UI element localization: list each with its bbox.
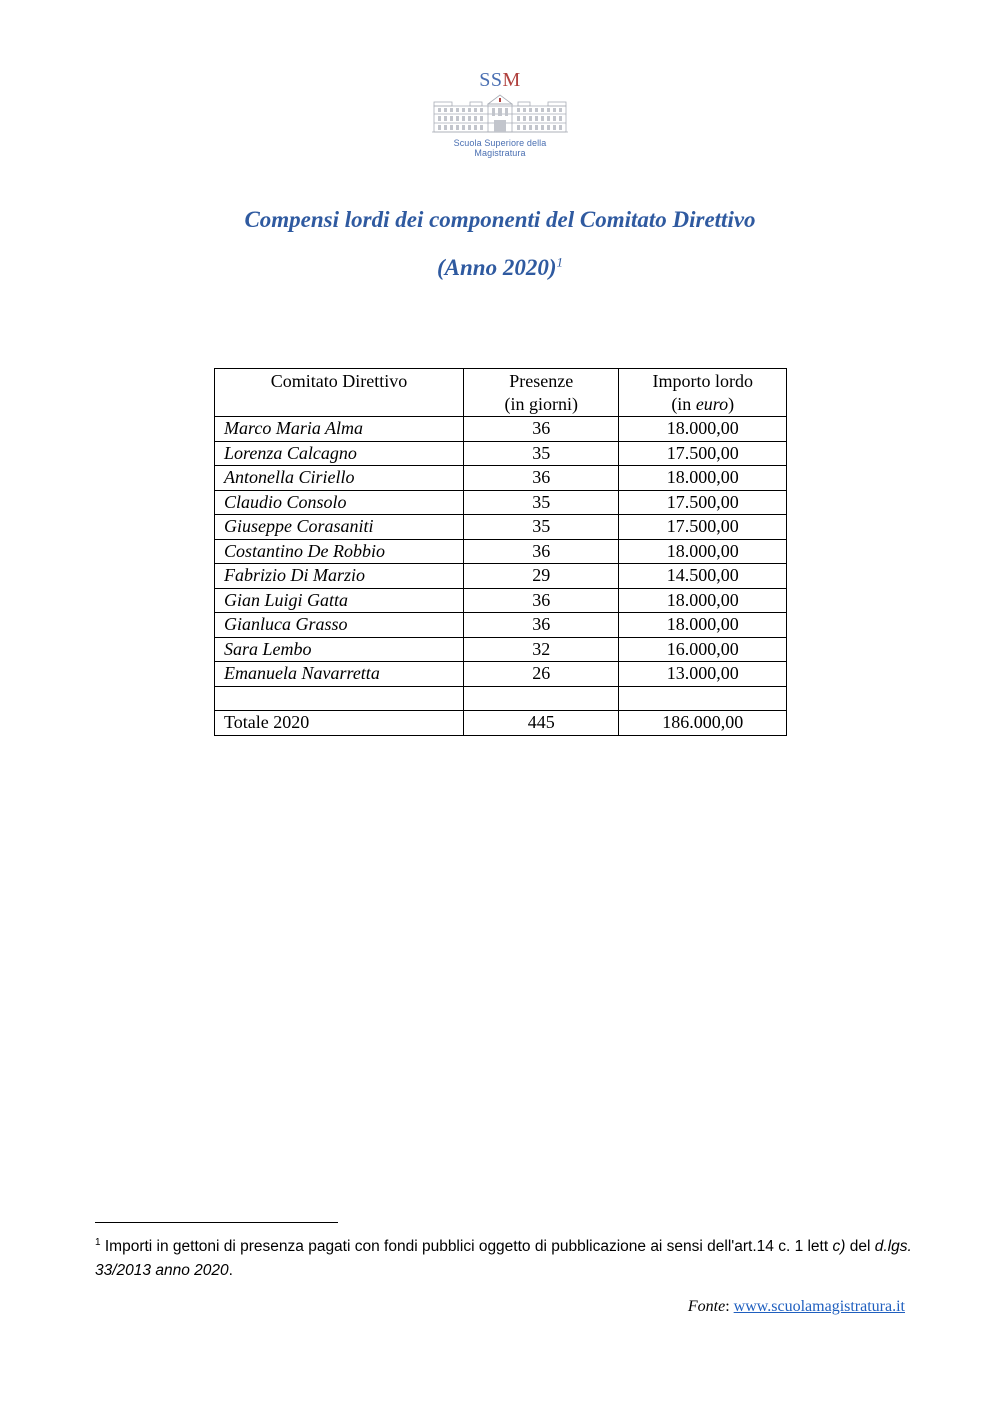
year-label: (Anno 2020) [437, 255, 557, 280]
compensation-table [214, 368, 787, 736]
footnote-lett-c: c) [832, 1238, 846, 1255]
page-title: Compensi lordi dei componenti del Comitato Direttivo [244, 207, 756, 232]
logo-letters-ss: SS [479, 69, 503, 91]
member-importo: 18.000,00 [619, 466, 787, 491]
header-importo-line1: Importo lordo [652, 371, 753, 391]
table-row [215, 466, 787, 491]
header-importo [619, 369, 787, 417]
member-presenze: 36 [463, 417, 619, 442]
member-importo: 16.000,00 [619, 637, 787, 662]
table-row [215, 637, 787, 662]
member-name: Gian Luigi Gatta [215, 588, 464, 613]
source-line [688, 1298, 905, 1316]
member-importo: 18.000,00 [619, 417, 787, 442]
header-presenze-line1: Presenze [509, 371, 574, 391]
member-presenze: 32 [463, 637, 619, 662]
member-importo: 17.500,00 [619, 490, 787, 515]
footnote-number: 1 [95, 1236, 101, 1248]
table-header-row [215, 369, 787, 417]
member-importo: 18.000,00 [619, 539, 787, 564]
member-presenze: 36 [463, 588, 619, 613]
member-importo: 17.500,00 [619, 515, 787, 540]
header-importo-pre: (in [671, 394, 696, 414]
table-row-empty [215, 686, 787, 711]
table-row [215, 515, 787, 540]
member-importo: 18.000,00 [619, 613, 787, 638]
logo-letter-m: M [502, 69, 521, 91]
member-presenze: 36 [463, 466, 619, 491]
table-row [215, 539, 787, 564]
ssm-logo [430, 69, 570, 158]
footnote-dlgs: d.lgs. 33/2013 anno 2020 [95, 1238, 912, 1279]
member-name: Marco Maria Alma [215, 417, 464, 442]
footnote-del: del [845, 1238, 875, 1255]
header-importo-post: ) [728, 394, 735, 414]
member-presenze: 26 [463, 662, 619, 687]
member-presenze: 35 [463, 490, 619, 515]
member-name: Lorenza Calcagno [215, 441, 464, 466]
table-total-row [215, 711, 787, 736]
empty-cell [215, 686, 464, 711]
member-presenze: 36 [463, 539, 619, 564]
table-row [215, 588, 787, 613]
member-name: Claudio Consolo [215, 490, 464, 515]
table-row [215, 662, 787, 687]
empty-cell [619, 686, 787, 711]
member-importo: 18.000,00 [619, 588, 787, 613]
table-row [215, 564, 787, 589]
member-name: Sara Lembo [215, 637, 464, 662]
member-name: Emanuela Navarretta [215, 662, 464, 687]
table-row [215, 417, 787, 442]
member-importo: 17.500,00 [619, 441, 787, 466]
header-comitato: Comitato Direttivo [215, 369, 464, 417]
table-row [215, 613, 787, 638]
header-presenze [463, 369, 619, 417]
member-presenze: 35 [463, 441, 619, 466]
total-importo: 186.000,00 [619, 711, 787, 736]
member-name: Fabrizio Di Marzio [215, 564, 464, 589]
member-name: Giuseppe Corasaniti [215, 515, 464, 540]
member-importo: 13.000,00 [619, 662, 787, 687]
footnote-ref[interactable]: 1 [556, 254, 563, 270]
member-presenze: 36 [463, 613, 619, 638]
member-importo: 14.500,00 [619, 564, 787, 589]
header-importo-euro: euro [695, 394, 729, 414]
member-name: Costantino De Robbio [215, 539, 464, 564]
building-icon [432, 92, 568, 136]
member-presenze: 29 [463, 564, 619, 589]
footnote-separator [95, 1222, 338, 1223]
page-subtitle-year [0, 255, 1000, 281]
total-presenze: 445 [463, 711, 619, 736]
logo-wordmark [430, 70, 570, 90]
empty-cell [463, 686, 619, 711]
member-name: Gianluca Grasso [215, 613, 464, 638]
footnote [95, 1235, 915, 1283]
member-presenze: 35 [463, 515, 619, 540]
source-separator: : [725, 1298, 734, 1315]
source-label: Fonte [687, 1298, 726, 1315]
footnote-end: . [228, 1262, 233, 1279]
source-link[interactable]: www.scuolamagistratura.it [733, 1298, 905, 1315]
member-name: Antonella Ciriello [215, 466, 464, 491]
table-row [215, 441, 787, 466]
logo-subtitle: Scuola Superiore della Magistratura [453, 138, 547, 158]
header-presenze-line2: (in giorni) [504, 394, 578, 414]
footnote-text: Importi in gettoni di presenza pagati con fondi pubblici oggetto di pubblicazione ai sensi dell'art.14 c. 1 lett [100, 1238, 833, 1255]
table-row [215, 490, 787, 515]
total-label: Totale 2020 [215, 711, 464, 736]
